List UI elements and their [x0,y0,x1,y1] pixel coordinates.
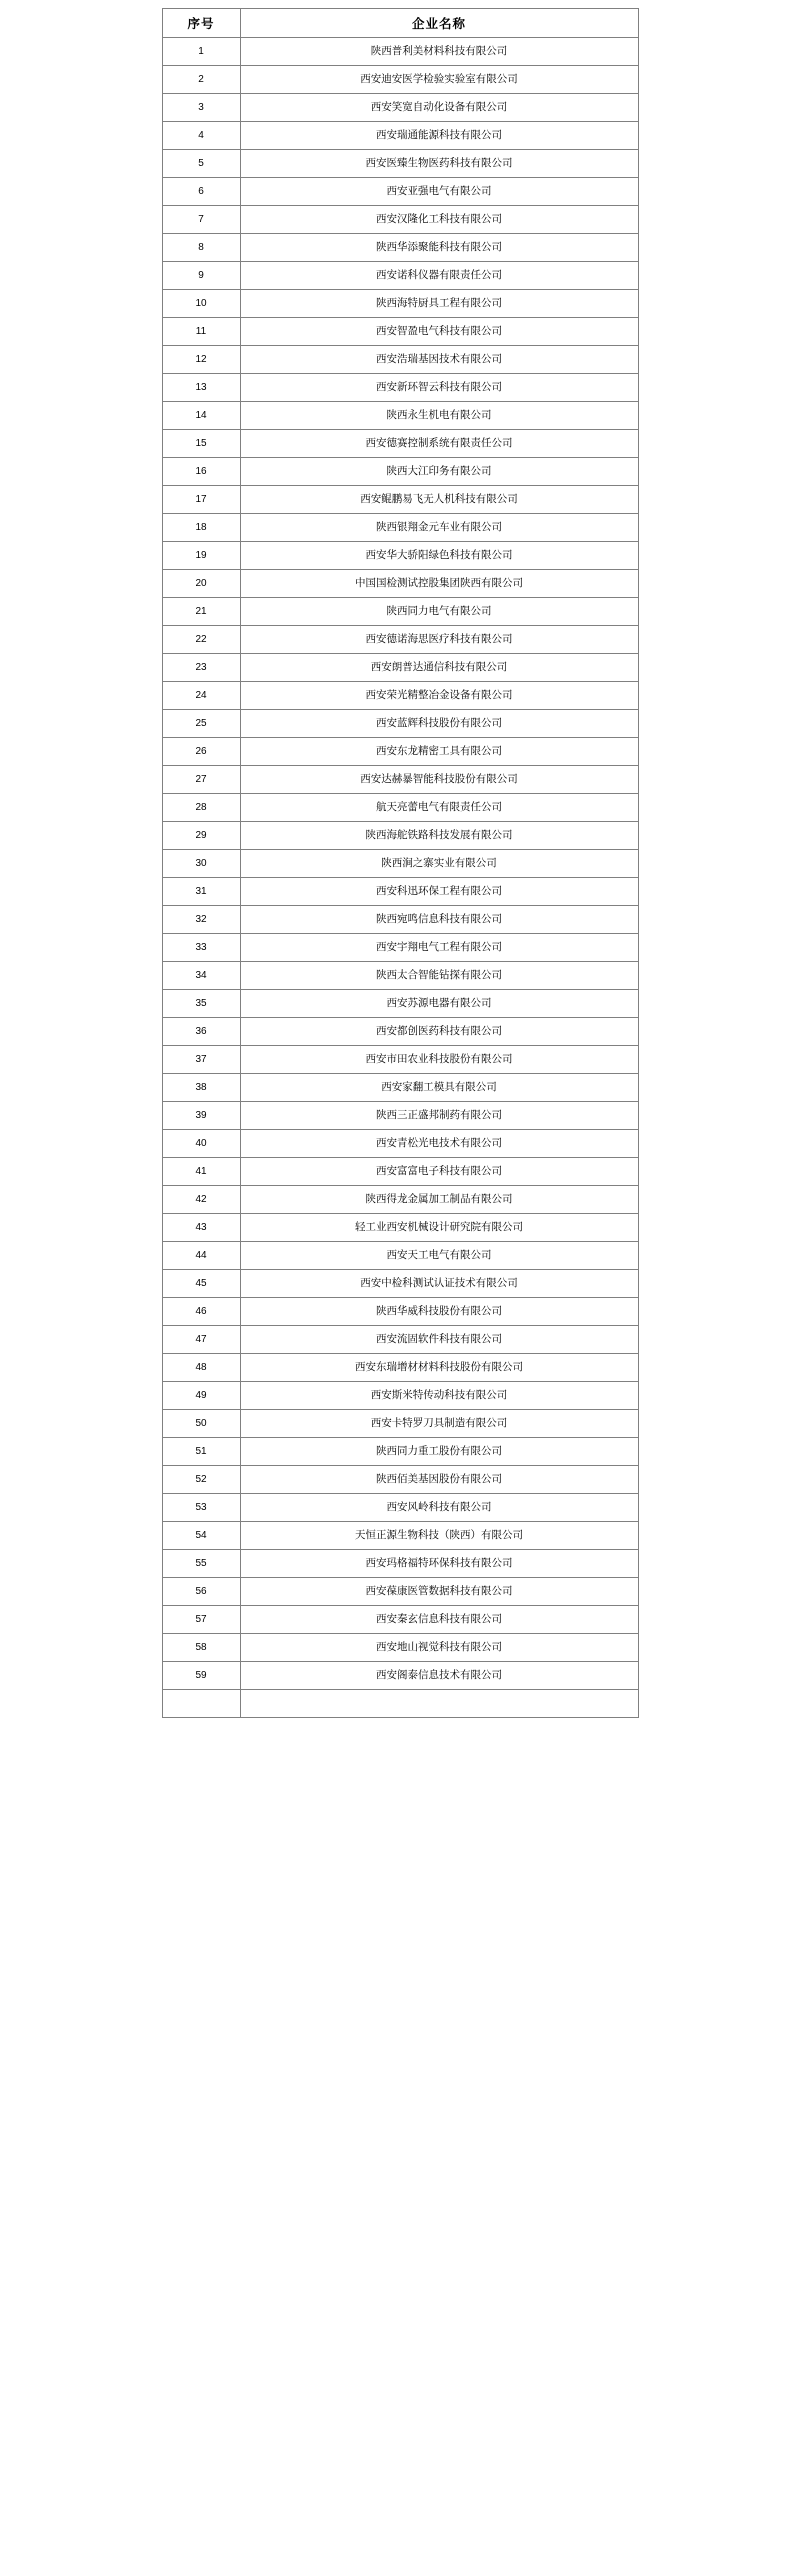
cell-company-name: 西安智盈电气科技有限公司 [240,318,638,346]
cell-index: 22 [162,626,240,654]
cell-company-name: 西安市田农业科技股份有限公司 [240,1046,638,1074]
cell-company-name: 中国国检测试控股集团陕西有限公司 [240,570,638,598]
cell-index: 40 [162,1130,240,1158]
cell-company-name: 西安德诺海思医疗科技有限公司 [240,626,638,654]
table-row [162,1438,638,1466]
cell-index: 43 [162,1214,240,1242]
table-row [162,822,638,850]
cell-index: 36 [162,1018,240,1046]
cell-index: 33 [162,934,240,962]
cell-company-name: 航天亮蕾电气有限责任公司 [240,794,638,822]
table-row [162,1382,638,1410]
cell-company-name: 西安阁泰信息技术有限公司 [240,1662,638,1690]
cell-index: 29 [162,822,240,850]
table-row [162,878,638,906]
cell-company-name: 西安朗普达通信科技有限公司 [240,654,638,682]
cell-index: 2 [162,66,240,94]
cell-index: 34 [162,962,240,990]
cell-company-name: 西安华大骄阳绿色科技有限公司 [240,542,638,570]
cell-company-name: 西安新环智云科技有限公司 [240,374,638,402]
table-row [162,934,638,962]
table-row [162,850,638,878]
cell-index: 45 [162,1270,240,1298]
table-row [162,1298,638,1326]
table-row [162,1606,638,1634]
table-row [162,122,638,150]
cell-company-name: 西安荣光精整冶金设备有限公司 [240,682,638,710]
table-row [162,458,638,486]
cell-company-name: 陕西同力重工股份有限公司 [240,1438,638,1466]
table-row [162,794,638,822]
cell-company-name: 西安天工电气有限公司 [240,1242,638,1270]
cell-company-name: 西安诺科仪器有限责任公司 [240,262,638,290]
cell-index: 41 [162,1158,240,1186]
table-row [162,94,638,122]
cell-company-name: 西安玛格福特环保科技有限公司 [240,1550,638,1578]
cell-company-name: 西安蓝辉科技股份有限公司 [240,710,638,738]
table-row [162,1578,638,1606]
table-row [162,234,638,262]
cell-index: 18 [162,514,240,542]
table-row [162,1102,638,1130]
cell-index: 9 [162,262,240,290]
cell-company-name: 西安达赫暴智能科技股份有限公司 [240,766,638,794]
cell-index: 28 [162,794,240,822]
table-row [162,1354,638,1382]
cell-company-name: 西安亚强电气有限公司 [240,178,638,206]
cell-company-name: 西安瑞通能源科技有限公司 [240,122,638,150]
cell-index: 16 [162,458,240,486]
table-row [162,570,638,598]
cell-company-name: 西安流固软件科技有限公司 [240,1326,638,1354]
cell-company-name: 西安葆康医管数据科技有限公司 [240,1578,638,1606]
table-row [162,710,638,738]
cell-company-name: 西安科迅环保工程有限公司 [240,878,638,906]
table-row [162,766,638,794]
cell-index: 1 [162,38,240,66]
cell-company-name: 陕西佰美基因股份有限公司 [240,1466,638,1494]
cell-index: 39 [162,1102,240,1130]
cell-company-name: 天恒正源生物科技（陕西）有限公司 [240,1522,638,1550]
cell-index: 3 [162,94,240,122]
cell-index: 42 [162,1186,240,1214]
cell-index: 8 [162,234,240,262]
cell-company-name: 陕西海特厨具工程有限公司 [240,290,638,318]
cell-company-name: 西安苏源电器有限公司 [240,990,638,1018]
cell-company-name: 西安卡特罗刀具制造有限公司 [240,1410,638,1438]
cell-index: 55 [162,1550,240,1578]
cell-index: 58 [162,1634,240,1662]
cell-index: 54 [162,1522,240,1550]
table-row [162,1046,638,1074]
cell-index: 26 [162,738,240,766]
cell-index: 24 [162,682,240,710]
cell-index: 31 [162,878,240,906]
cell-index: 20 [162,570,240,598]
cell-company-name: 西安家翻工模具有限公司 [240,1074,638,1102]
cell-company-name: 西安东龙精密工具有限公司 [240,738,638,766]
cell-company-name: 轻工业西安机械设计研究院有限公司 [240,1214,638,1242]
cell-company-name: 陕西海舵铁路科技发展有限公司 [240,822,638,850]
cell-company-name: 西安汉隆化工科技有限公司 [240,206,638,234]
table-row [162,1214,638,1242]
cell-index: 7 [162,206,240,234]
table-row [162,430,638,458]
company-table [162,8,639,1718]
table-row [162,1522,638,1550]
cell-company-name: 陕西华添聚能科技有限公司 [240,234,638,262]
cell-company-name: 陕西同力电气有限公司 [240,598,638,626]
table-row [162,654,638,682]
cell-index: 13 [162,374,240,402]
cell-index: 44 [162,1242,240,1270]
cell-company-name: 西安青松光电技术有限公司 [240,1130,638,1158]
table-row [162,290,638,318]
cell-index: 21 [162,598,240,626]
column-header-index: 序号 [162,9,240,38]
table-row [162,1326,638,1354]
cell-index: 5 [162,150,240,178]
cell-company-name: 西安风岭科技有限公司 [240,1494,638,1522]
table-row [162,1158,638,1186]
table-row [162,1130,638,1158]
cell-index: 11 [162,318,240,346]
cell-company-name: 陕西宛鸣信息科技有限公司 [240,906,638,934]
table-row [162,1410,638,1438]
table-row [162,1186,638,1214]
table-row [162,542,638,570]
cell-index: 53 [162,1494,240,1522]
cell-company-name: 陕西普利美材料科技有限公司 [240,38,638,66]
cell-index: 46 [162,1298,240,1326]
cell-company-name: 陕西得龙金属加工制品有限公司 [240,1186,638,1214]
cell-company-name: 陕西银翔金元车业有限公司 [240,514,638,542]
table-row [162,1662,638,1690]
cell-company-name: 西安富富电子科技有限公司 [240,1158,638,1186]
table-row [162,906,638,934]
table-row [162,38,638,66]
cell-index: 35 [162,990,240,1018]
table-row [162,1242,638,1270]
column-header-name: 企业名称 [240,9,638,38]
table-row [162,598,638,626]
cell-company-name: 西安地山视觉科技有限公司 [240,1634,638,1662]
cell-index: 51 [162,1438,240,1466]
table-row [162,1690,638,1718]
table-row [162,402,638,430]
cell-company-name [240,1690,638,1718]
cell-index: 38 [162,1074,240,1102]
table-row [162,990,638,1018]
cell-index: 10 [162,290,240,318]
cell-index: 6 [162,178,240,206]
cell-company-name: 陕西大江印务有限公司 [240,458,638,486]
cell-index: 48 [162,1354,240,1382]
cell-index: 12 [162,346,240,374]
table-row [162,374,638,402]
cell-company-name: 西安德赛控制系统有限责任公司 [240,430,638,458]
cell-company-name: 西安秦玄信息科技有限公司 [240,1606,638,1634]
cell-company-name: 西安东瑞增材材料科技股份有限公司 [240,1354,638,1382]
cell-index: 47 [162,1326,240,1354]
cell-index: 56 [162,1578,240,1606]
cell-company-name: 陕西华威科技股份有限公司 [240,1298,638,1326]
cell-index: 50 [162,1410,240,1438]
table-row [162,1466,638,1494]
cell-company-name: 陕西三正盛邦制药有限公司 [240,1102,638,1130]
table-row [162,150,638,178]
cell-index: 14 [162,402,240,430]
table-row [162,346,638,374]
cell-index: 17 [162,486,240,514]
cell-company-name: 西安都创医药科技有限公司 [240,1018,638,1046]
cell-index: 15 [162,430,240,458]
cell-company-name: 西安斯米特传动科技有限公司 [240,1382,638,1410]
table-row [162,1074,638,1102]
table-row [162,1270,638,1298]
cell-company-name: 西安鲲鹏易飞无人机科技有限公司 [240,486,638,514]
cell-index: 25 [162,710,240,738]
cell-company-name: 西安浩瑞基因技术有限公司 [240,346,638,374]
cell-index: 52 [162,1466,240,1494]
table-row [162,626,638,654]
table-row [162,262,638,290]
table-row [162,66,638,94]
cell-index: 57 [162,1606,240,1634]
table-row [162,1550,638,1578]
cell-index: 19 [162,542,240,570]
cell-index: 49 [162,1382,240,1410]
table-row [162,318,638,346]
table-row [162,178,638,206]
cell-index: 30 [162,850,240,878]
cell-index: 32 [162,906,240,934]
table-row [162,1018,638,1046]
cell-index: 59 [162,1662,240,1690]
table-header [162,9,638,38]
cell-company-name: 西安中检科测试认证技术有限公司 [240,1270,638,1298]
cell-index: 4 [162,122,240,150]
cell-company-name: 西安迪安医学检验实验室有限公司 [240,66,638,94]
cell-company-name: 陕西太合智能钻探有限公司 [240,962,638,990]
table-header-row [162,9,638,38]
table-row [162,206,638,234]
cell-company-name: 西安医臻生物医药科技有限公司 [240,150,638,178]
cell-company-name: 陕西永生机电有限公司 [240,402,638,430]
cell-company-name: 西安宇翔电气工程有限公司 [240,934,638,962]
table-body [162,38,638,1718]
cell-index: 23 [162,654,240,682]
cell-company-name: 西安笑宽自动化设备有限公司 [240,94,638,122]
cell-company-name: 陕西涧之寨实业有限公司 [240,850,638,878]
table-row [162,486,638,514]
cell-index: 37 [162,1046,240,1074]
table-row [162,682,638,710]
cell-index [162,1690,240,1718]
cell-index: 27 [162,766,240,794]
table-row [162,962,638,990]
table-row [162,738,638,766]
table-row [162,1494,638,1522]
table-row [162,1634,638,1662]
table-row [162,514,638,542]
